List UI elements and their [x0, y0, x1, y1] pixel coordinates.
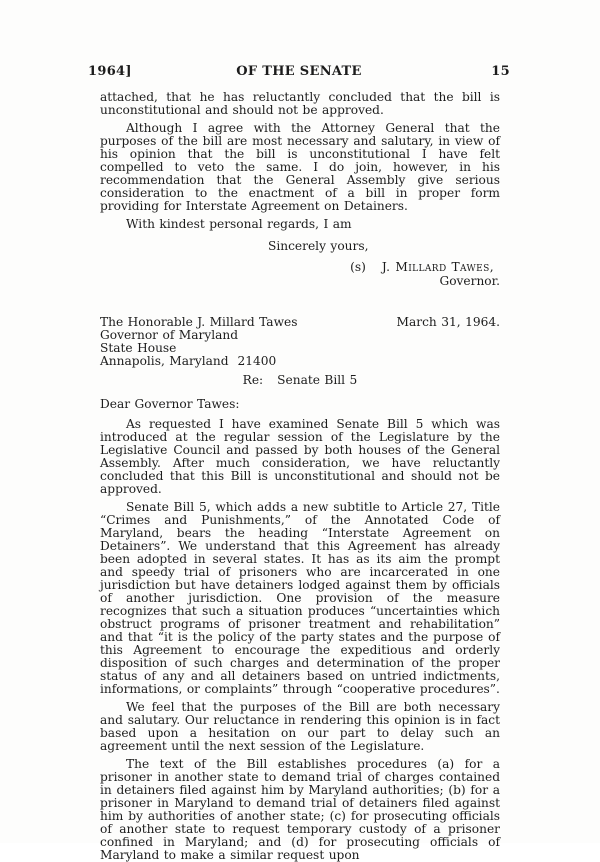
address-line: The Honorable J. Millard Tawes — [100, 315, 298, 329]
veto-letter-paragraph: Although I agree with the Attorney General that the purposes of the bill are most necessary and salutary, in view of his opinion that the bill is unconstitutional I have felt compelled to veto the same. I do join, however, in his recommendation that the General Assembly give serious consideration to the enactment of a bill in proper form providing for Interstate Agreement on Detainers. — [100, 121, 500, 213]
address-line: State House — [100, 341, 177, 355]
header-title: OF THE SENATE — [236, 64, 362, 79]
signature-prefix: (s) — [350, 260, 366, 274]
opinion-paragraph: We feel that the purposes of the Bill are both necessary and salutary. Our reluctance in rendering this opinion is in fact based upon a hesitation on our part to delay such an agreement until the next session of the Legislature. — [100, 700, 500, 753]
veto-letter-signature — [100, 261, 500, 274]
header-year: 1964] — [88, 64, 132, 79]
opinion-paragraph: As requested I have examined Senate Bill 5 which was introduced at the regular session of the Legislature by the Legislative Council and passed by both houses of the General Assembly. After much consideration, we have reluctantly concluded that this Bill is unconstitutional and should not be approved. — [100, 417, 500, 496]
re-line — [100, 374, 500, 387]
signature-name: J. Millard Tawes, — [381, 260, 494, 274]
re-label: Re: — [242, 373, 264, 387]
signature-title: Governor. — [439, 274, 500, 288]
address-line: Governor of Maryland — [100, 328, 239, 342]
veto-letter-continuation-paragraph: attached, that he has reluctantly concluded that the bill is unconstitutional and should not be approved. — [100, 90, 500, 117]
opinion-paragraph: The text of the Bill establishes procedures (a) for a prisoner in another state to demand trial of charges contained in detainers filed against him by Maryland authorities; (b) for a prisoner in Maryland to demand trial of detainers filed against him by authorities of another state; (c) for prosecuting officials of another state to request temporary custody of a prisoner confined in Maryland; and (d) for prosecuting officials of Maryland to make a similar request upon — [100, 757, 500, 862]
page-body — [100, 91, 500, 862]
letter-date: March 31, 1964. — [396, 315, 500, 329]
address-lines — [100, 316, 297, 368]
veto-letter-closing: Sincerely yours, — [268, 239, 369, 253]
page-number: 15 — [491, 64, 510, 79]
salutation: Dear Governor Tawes: — [100, 397, 240, 411]
opinion-letter-address-block — [100, 316, 500, 368]
address-line: Annapolis, Maryland 21400 — [100, 354, 277, 368]
running-head — [88, 0, 510, 79]
re-subject: Senate Bill 5 — [277, 373, 358, 387]
opinion-paragraph: Senate Bill 5, which adds a new subtitle to Article 27, Title “Crimes and Punishments,” of the Annotated Code of Maryland, bears the heading “Interstate Agreement on Detainers”. We understand that this Agreement has already been adopted in several states. It has as its aim the prompt and speedy trial of prisoners who are incarcerated in one jurisdiction but have detainers lodged against them by officials of another jurisdiction. One provision of the measure recognizes that such a situation produces “uncertainties which obstruct programs of prisoner treatment and rehabilitation” and that “it is the policy of the party states and the purpose of this Agreement to encourage the expeditious and orderly disposition of such charges and determination of the proper status of any and all detainers based on untried indictments, informations, or complaints” through “cooperative procedures”. — [100, 500, 500, 696]
veto-letter-regards-line: With kindest personal regards, I am — [126, 217, 352, 231]
